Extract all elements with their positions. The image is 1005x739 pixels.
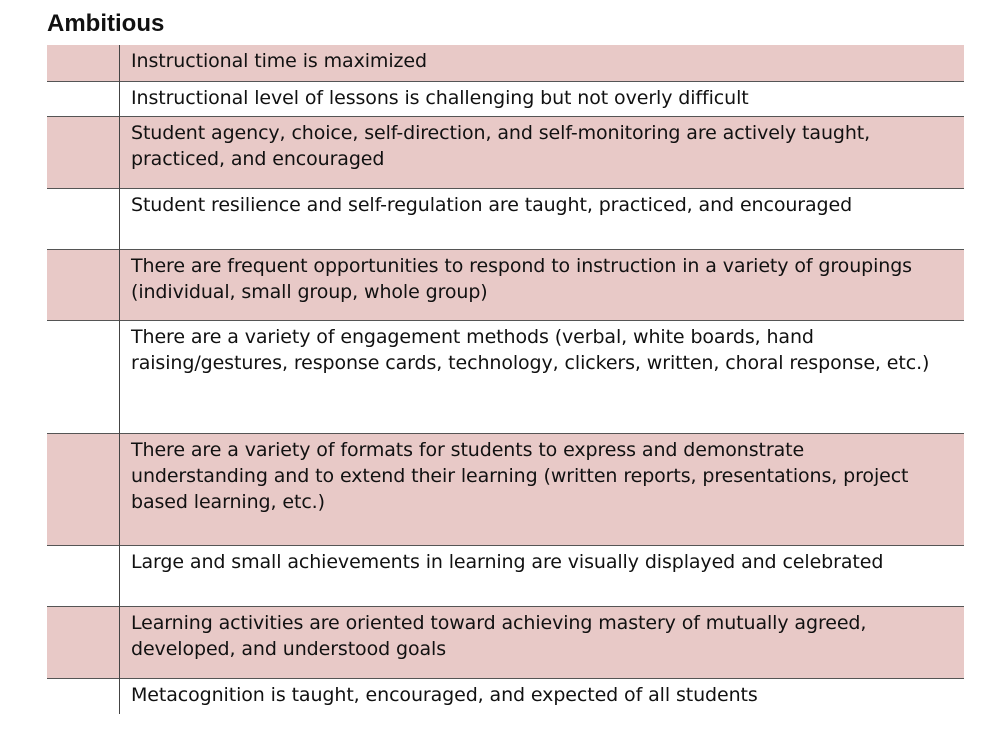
item-text: Instructional time is maximized xyxy=(120,45,965,81)
check-cell[interactable] xyxy=(47,545,120,606)
checklist-row xyxy=(47,249,964,320)
item-text: Metacognition is taught, encouraged, and expected of all students xyxy=(120,678,965,714)
item-text: Instructional level of lessons is challenging but not overly difficult xyxy=(120,81,965,116)
item-text: Learning activities are oriented toward achieving mastery of mutually agreed, developed, and understood goals xyxy=(120,606,965,678)
check-cell[interactable] xyxy=(47,433,120,545)
checklist-row xyxy=(47,678,964,714)
checklist-row xyxy=(47,606,964,678)
item-text: There are a variety of engagement methods (verbal, white boards, hand raising/gestures, response cards, technology, clickers, written, choral response, etc.) xyxy=(120,320,965,433)
item-text: There are frequent opportunities to respond to instruction in a variety of groupings (individual, small group, whole group) xyxy=(120,249,965,320)
item-text: Student agency, choice, self-direction, and self-monitoring are actively taught, practiced, and encouraged xyxy=(120,116,965,188)
checklist-row xyxy=(47,320,964,433)
checklist-row xyxy=(47,116,964,188)
item-text: Large and small achievements in learning are visually displayed and celebrated xyxy=(120,545,965,606)
check-cell[interactable] xyxy=(47,81,120,116)
checklist-table xyxy=(47,45,964,714)
check-cell[interactable] xyxy=(47,188,120,249)
check-cell[interactable] xyxy=(47,678,120,714)
check-cell[interactable] xyxy=(47,45,120,81)
checklist-row xyxy=(47,81,964,116)
check-cell[interactable] xyxy=(47,320,120,433)
section-title: Ambitious xyxy=(47,10,165,37)
checklist-row xyxy=(47,545,964,606)
item-text: There are a variety of formats for students to express and demonstrate understanding and to extend their learning (written reports, presentations, project based learning, etc.) xyxy=(120,433,965,545)
checklist-row xyxy=(47,433,964,545)
checklist-row xyxy=(47,45,964,81)
checklist-row xyxy=(47,188,964,249)
check-cell[interactable] xyxy=(47,249,120,320)
check-cell[interactable] xyxy=(47,116,120,188)
check-cell[interactable] xyxy=(47,606,120,678)
item-text: Student resilience and self-regulation are taught, practiced, and encouraged xyxy=(120,188,965,249)
